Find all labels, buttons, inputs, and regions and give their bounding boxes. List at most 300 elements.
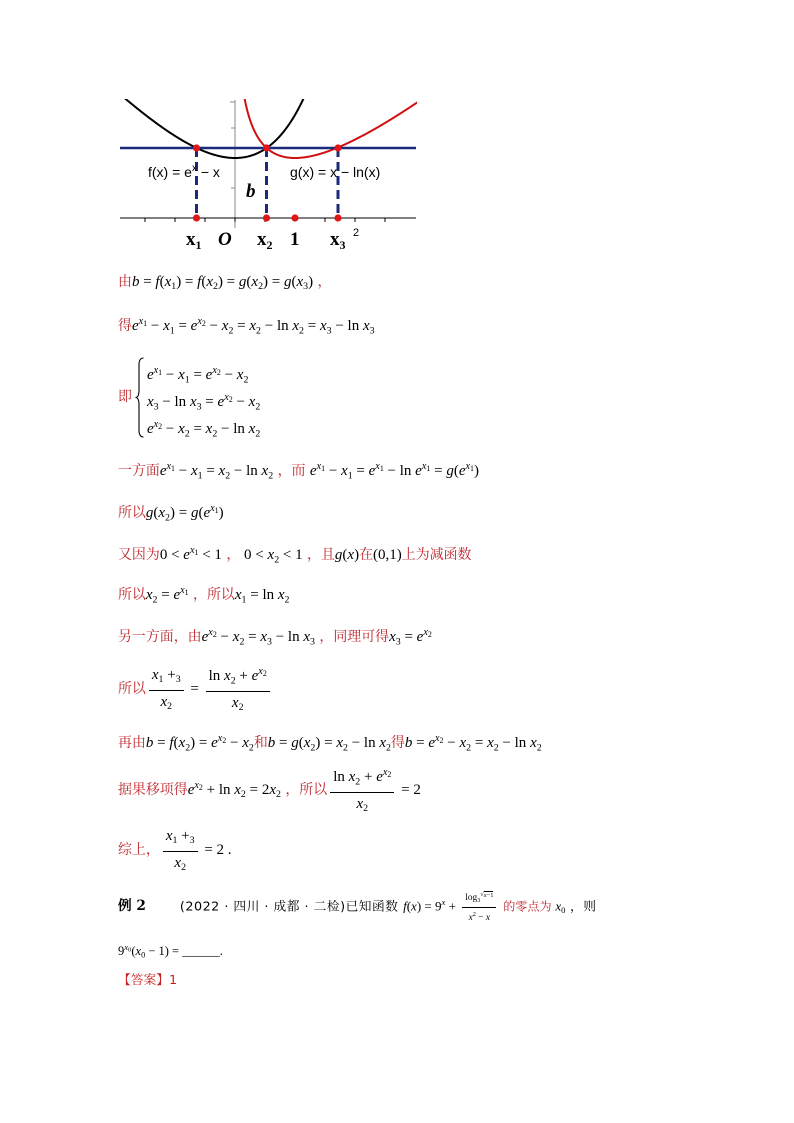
math-symbol: − (174, 462, 191, 479)
subscript: 3 (267, 635, 272, 647)
subscript: 1 (169, 324, 175, 336)
text-run: 和 (253, 734, 268, 751)
math-symbol: = ln (246, 586, 278, 603)
subscript: 1 (158, 367, 163, 377)
text-run: ，且 (302, 546, 335, 563)
fraction (163, 828, 198, 873)
solution-conclusion (118, 828, 232, 873)
line-content (118, 545, 471, 566)
subscript: 2 (427, 629, 432, 639)
x2-label: $x_2$ (257, 229, 273, 252)
line-content (118, 943, 223, 960)
subscript: 2 (201, 318, 206, 328)
subscript: 1 (184, 373, 190, 385)
solution-line (118, 535, 471, 575)
math-symbol: − ln (498, 734, 531, 751)
text-run: 据果移项得 (118, 782, 188, 799)
math-variable: e (203, 504, 211, 521)
math-variable: x (197, 315, 202, 327)
math-variable: x (362, 317, 370, 334)
math-symbol: ( (131, 944, 136, 959)
subscript: 2 (276, 789, 281, 801)
subscript: 3 (303, 280, 309, 292)
math-symbol: + (360, 769, 377, 786)
subscript: 2 (238, 701, 244, 713)
math-variable: x (231, 694, 239, 711)
math-symbol: log (465, 892, 478, 903)
subscript: 2 (255, 400, 261, 412)
subscript: 2 (240, 789, 246, 801)
math-variable: e (376, 769, 383, 786)
text-run: 所以 (118, 681, 146, 698)
math-variable: x (190, 462, 198, 479)
fraction-numerator (149, 667, 184, 690)
math-symbol: = (189, 420, 206, 437)
superscript (210, 503, 219, 514)
math-variable: x (468, 913, 473, 924)
math-variable: x (555, 897, 562, 913)
math-variable: x (165, 828, 173, 845)
line-content (118, 973, 177, 989)
superscript (218, 733, 227, 744)
fraction (149, 667, 184, 712)
math-variable: x (248, 420, 256, 437)
math-symbol: − ln (271, 628, 304, 645)
math-variable: x (487, 734, 494, 751)
math-symbol: − (220, 366, 237, 383)
math-variable: x (178, 734, 186, 751)
math-variable: x (316, 460, 322, 472)
subscript: 2 (243, 373, 249, 385)
math-variable: g (145, 504, 154, 521)
math-symbol: = (201, 393, 218, 410)
g-function-label: g(x) = x − ln(x) (290, 164, 381, 180)
math-symbol: 9 (118, 944, 125, 959)
math-variable: x (212, 364, 217, 376)
subscript: 1 (158, 674, 164, 686)
math-variable: x (319, 317, 327, 334)
text-run: (2022 · 四川 · 成都 · 二检)已知函数 (179, 898, 404, 914)
math-variable: x (174, 854, 182, 871)
math-symbol: 0 < (240, 546, 268, 563)
radicand (484, 891, 494, 899)
math-symbol: = (139, 273, 156, 290)
math-variable: e (428, 734, 436, 751)
fraction-numerator (330, 767, 394, 792)
math-variable: e (201, 628, 209, 645)
math-variable: e (416, 628, 424, 645)
math-symbol: + (445, 897, 460, 913)
math-symbol: + (177, 828, 190, 845)
math-variable: x (530, 734, 537, 751)
math-symbol: = (174, 317, 191, 334)
math-symbol: = (244, 628, 261, 645)
math-variable: x (164, 273, 172, 290)
subscript: 2 (274, 553, 280, 565)
math-variable: f (197, 273, 202, 290)
math-variable: e (146, 366, 154, 383)
math-symbol: = 2 . (200, 842, 232, 859)
math-variable: x (411, 897, 417, 913)
line-content (118, 891, 597, 924)
math-variable: x (178, 420, 185, 437)
superscript (258, 666, 267, 677)
text-run: 综上， (118, 842, 160, 859)
math-symbol: (0,1) (373, 546, 402, 563)
math-symbol: = (186, 681, 203, 698)
math-variable: x (160, 693, 168, 710)
subscript: 0 (128, 947, 132, 955)
y-axis-ticks (230, 102, 235, 188)
subscript: 2 (466, 741, 472, 753)
subscript: 3 (189, 835, 195, 847)
math-variable: x (483, 891, 487, 899)
text-run: 由 (118, 273, 132, 290)
math-variable: g (446, 462, 454, 479)
math-symbol: − ln (230, 462, 262, 479)
math-symbol: ( (153, 504, 159, 521)
math-variable: x (375, 460, 380, 472)
subscript: 3 (395, 635, 401, 647)
math-variable: x (208, 626, 213, 638)
math-variable: e (190, 317, 198, 334)
subscript: 2 (284, 593, 290, 605)
math-symbol: − (443, 734, 460, 751)
line-content (118, 828, 232, 873)
superscript (180, 585, 189, 596)
math-symbol: ln (333, 769, 349, 786)
superscript (154, 365, 163, 376)
math-variable: x (218, 462, 226, 479)
superscript (208, 627, 217, 638)
subscript: 2 (299, 324, 304, 336)
math-variable: x (379, 734, 386, 751)
math-variable: x (441, 896, 446, 907)
subscript: 2 (222, 735, 227, 745)
system-row (147, 384, 260, 411)
math-variable: x (292, 317, 300, 334)
text-run: 得 (118, 317, 132, 334)
math-symbol: . (219, 944, 223, 959)
subscript: 3 (369, 324, 375, 336)
math-variable: x (242, 734, 249, 751)
text-run: ，同理可得 (314, 628, 390, 645)
system-row (147, 357, 260, 384)
subscript: 2 (165, 511, 170, 523)
math-symbol: < 1 (279, 546, 303, 563)
math-variable: e (217, 393, 225, 410)
subscript: 2 (536, 741, 542, 753)
math-variable: g (238, 273, 247, 290)
subscript: 1 (197, 469, 203, 481)
math-symbol: = (303, 317, 320, 334)
equation-system (135, 357, 260, 438)
math-variable: x (210, 502, 215, 514)
x3-label: $x_3$ (330, 229, 346, 252)
math-variable: e (415, 462, 422, 479)
math-variable: e (173, 586, 181, 603)
math-variable: x (336, 734, 343, 751)
subscript: 3 (326, 324, 332, 336)
math-symbol: − ln (260, 317, 293, 334)
fraction-denominator (206, 692, 270, 714)
text-run: ，而 (273, 462, 310, 479)
math-variable: x (234, 586, 242, 603)
math-variable: x (435, 732, 440, 744)
math-symbol: = (471, 734, 488, 751)
superscript (154, 419, 163, 430)
math-variable: x (158, 504, 166, 521)
math-variable: e (159, 462, 167, 479)
superscript (383, 767, 392, 778)
line-content (118, 503, 224, 524)
fraction (462, 891, 496, 924)
brace (135, 357, 144, 438)
math-variable: x (135, 944, 142, 959)
math-symbol: < 1 (198, 546, 222, 563)
math-symbol: − (226, 734, 243, 751)
math-symbol: −1 (486, 891, 494, 899)
fraction-numerator (206, 666, 270, 691)
subscript: 1 (194, 547, 199, 557)
math-symbol: = (352, 462, 369, 479)
superscript (375, 461, 384, 472)
math-variable: x (269, 782, 276, 799)
math-variable: x (163, 317, 170, 334)
math-variable: x (341, 462, 348, 479)
radical-sign: √ (480, 890, 484, 898)
subscript: 2 (228, 394, 233, 404)
math-variable: x (221, 317, 229, 334)
subscript: 2 (228, 324, 234, 336)
math-symbol: ) = (315, 734, 337, 751)
subscript: 2 (268, 469, 274, 481)
math-variable: x (178, 366, 185, 383)
math-variable: e (368, 462, 376, 479)
math-symbol: − (162, 366, 179, 383)
math-symbol: = (202, 462, 219, 479)
subscript: 1 (426, 463, 431, 473)
math-symbol: + (163, 667, 176, 684)
subscript: 0 (561, 904, 566, 915)
solution-line (118, 306, 375, 346)
subscript: 2 (158, 421, 163, 431)
math-symbol: − ln (217, 420, 249, 437)
subscript: 2 (310, 741, 316, 753)
line-content (118, 767, 421, 814)
math-symbol: ) (354, 546, 360, 563)
math-symbol: = (275, 734, 292, 751)
solution-line (118, 493, 224, 533)
math-variable: x (145, 586, 153, 603)
example-question (118, 887, 597, 927)
math-variable: x (217, 732, 223, 744)
subscript: 1 (347, 469, 353, 481)
subscript: 3 (310, 635, 315, 647)
math-variable: x (124, 942, 129, 953)
square-root (480, 891, 493, 899)
line-content (118, 585, 289, 606)
solution-line (118, 723, 542, 763)
f-curve (117, 59, 319, 158)
math-symbol: ( (198, 504, 204, 521)
subscript: 0 (141, 951, 146, 961)
fraction-numerator (163, 828, 198, 851)
math-variable: x (146, 393, 154, 410)
subscript: 3 (196, 400, 202, 412)
math-symbol: = (400, 628, 417, 645)
math-variable: x (260, 628, 268, 645)
math-variable: b (131, 273, 140, 290)
subscript: 3 (477, 897, 481, 904)
math-variable: e (309, 462, 317, 479)
math-variable: x (389, 628, 396, 645)
math-variable: x (180, 584, 185, 596)
math-variable: x (251, 273, 259, 290)
fraction-denominator (462, 908, 496, 923)
subscript: 1 (241, 593, 247, 605)
math-symbol: ( (173, 734, 179, 751)
example-answer (118, 961, 177, 1001)
math-variable: x (248, 393, 256, 410)
superscript (212, 365, 221, 376)
fraction (330, 767, 394, 814)
superscript (166, 461, 175, 472)
math-symbol: ) = 9 (416, 897, 442, 913)
math-variable: x (277, 586, 285, 603)
text-run: 在 (359, 546, 374, 563)
math-variable: x (261, 462, 269, 479)
math-variable: g (291, 734, 299, 751)
fraction (206, 666, 270, 713)
subscript: 2 (343, 741, 348, 753)
math-variable: g (190, 504, 199, 521)
subscript: 2 (258, 280, 264, 292)
fraction-denominator (163, 852, 198, 874)
math-variable: x (224, 668, 231, 685)
text-run: ，所以 (280, 782, 328, 799)
system-row (147, 411, 260, 438)
math-variable: x (421, 460, 427, 472)
math-symbol: − 1) = (145, 944, 183, 959)
math-symbol: − (162, 420, 179, 437)
math-variable: x (485, 913, 491, 924)
subscript: 1 (470, 463, 474, 473)
math-variable: x (138, 315, 144, 327)
subscript: 2 (212, 427, 218, 439)
line-content (118, 461, 479, 482)
math-symbol: − ln (347, 734, 380, 751)
math-variable: e (211, 734, 218, 751)
subscript: 2 (225, 469, 231, 481)
math-variable: x (267, 546, 275, 563)
math-symbol: ( (291, 273, 297, 290)
math-symbol: = (157, 586, 174, 603)
subscript: 1 (171, 280, 177, 292)
math-variable: x (153, 418, 159, 430)
math-variable: e (131, 317, 139, 334)
math-variable: x (205, 420, 213, 437)
math-symbol: ( (246, 273, 252, 290)
subscript: 2 (256, 324, 261, 336)
math-symbol: = 2 (245, 782, 270, 799)
subscript: 2 (230, 675, 236, 687)
math-variable: x (423, 626, 428, 638)
math-symbol: + ln (202, 782, 235, 799)
math-symbol: ) (473, 462, 479, 479)
superscript (194, 780, 203, 791)
math-symbol: − (205, 317, 222, 334)
math-symbol: ( (201, 273, 207, 290)
superscript (197, 316, 206, 327)
solution-line (118, 263, 331, 303)
text-run: 另一方面，由 (118, 628, 202, 645)
subscript: 2 (363, 802, 369, 814)
math-variable: x (166, 460, 172, 472)
solution-line (118, 451, 479, 491)
math-variable: e (251, 668, 259, 685)
math-variable: x (303, 734, 311, 751)
math-symbol: = (412, 734, 429, 751)
subscript: 1 (171, 463, 175, 473)
solution-line (118, 666, 273, 713)
function-graph (0, 0, 794, 260)
fraction-numerator (462, 891, 496, 909)
math-symbol: − (325, 462, 342, 479)
text-run: ，所以 (188, 586, 235, 603)
superscript (317, 461, 326, 472)
subscript: 2 (255, 427, 261, 439)
math-variable: e (146, 420, 154, 437)
text-run: 上为减函数 (401, 546, 472, 563)
subscript: 1 (379, 463, 384, 473)
solution-line (118, 617, 432, 657)
text-run: ，则 (565, 898, 597, 914)
line-content (118, 357, 260, 438)
one-label: 1 (290, 229, 300, 250)
text-run: 的零点为 (499, 898, 556, 913)
subscript: 2 (185, 741, 191, 753)
origin-label: O (218, 229, 232, 250)
answer-blank: ______ (182, 944, 220, 959)
fraction-denominator (330, 793, 394, 815)
subscript: 3 (153, 400, 159, 412)
line-content (118, 316, 375, 337)
subscript: 2 (181, 861, 186, 873)
subscript: 2 (439, 735, 444, 745)
subscript: 1 (184, 587, 189, 597)
math-variable: x (249, 317, 257, 334)
math-variable: x (303, 628, 311, 645)
math-symbol: ) = (263, 273, 284, 290)
math-variable: x (356, 795, 364, 812)
math-symbol: = 2 (397, 782, 421, 799)
math-variable: x (258, 666, 263, 678)
math-variable: g (334, 546, 343, 563)
math-variable: x (232, 628, 240, 645)
superscript (139, 316, 148, 327)
subscript: 2 (387, 770, 392, 780)
math-symbol: ) = (169, 504, 191, 521)
superscript (480, 891, 493, 898)
math-symbol: − ln (383, 462, 416, 479)
math-symbol: = (153, 734, 170, 751)
math-variable: e (187, 782, 195, 799)
superscript (465, 461, 474, 472)
math-variable: f (169, 734, 174, 751)
superscript (435, 733, 444, 744)
math-symbol: ln (208, 668, 225, 685)
